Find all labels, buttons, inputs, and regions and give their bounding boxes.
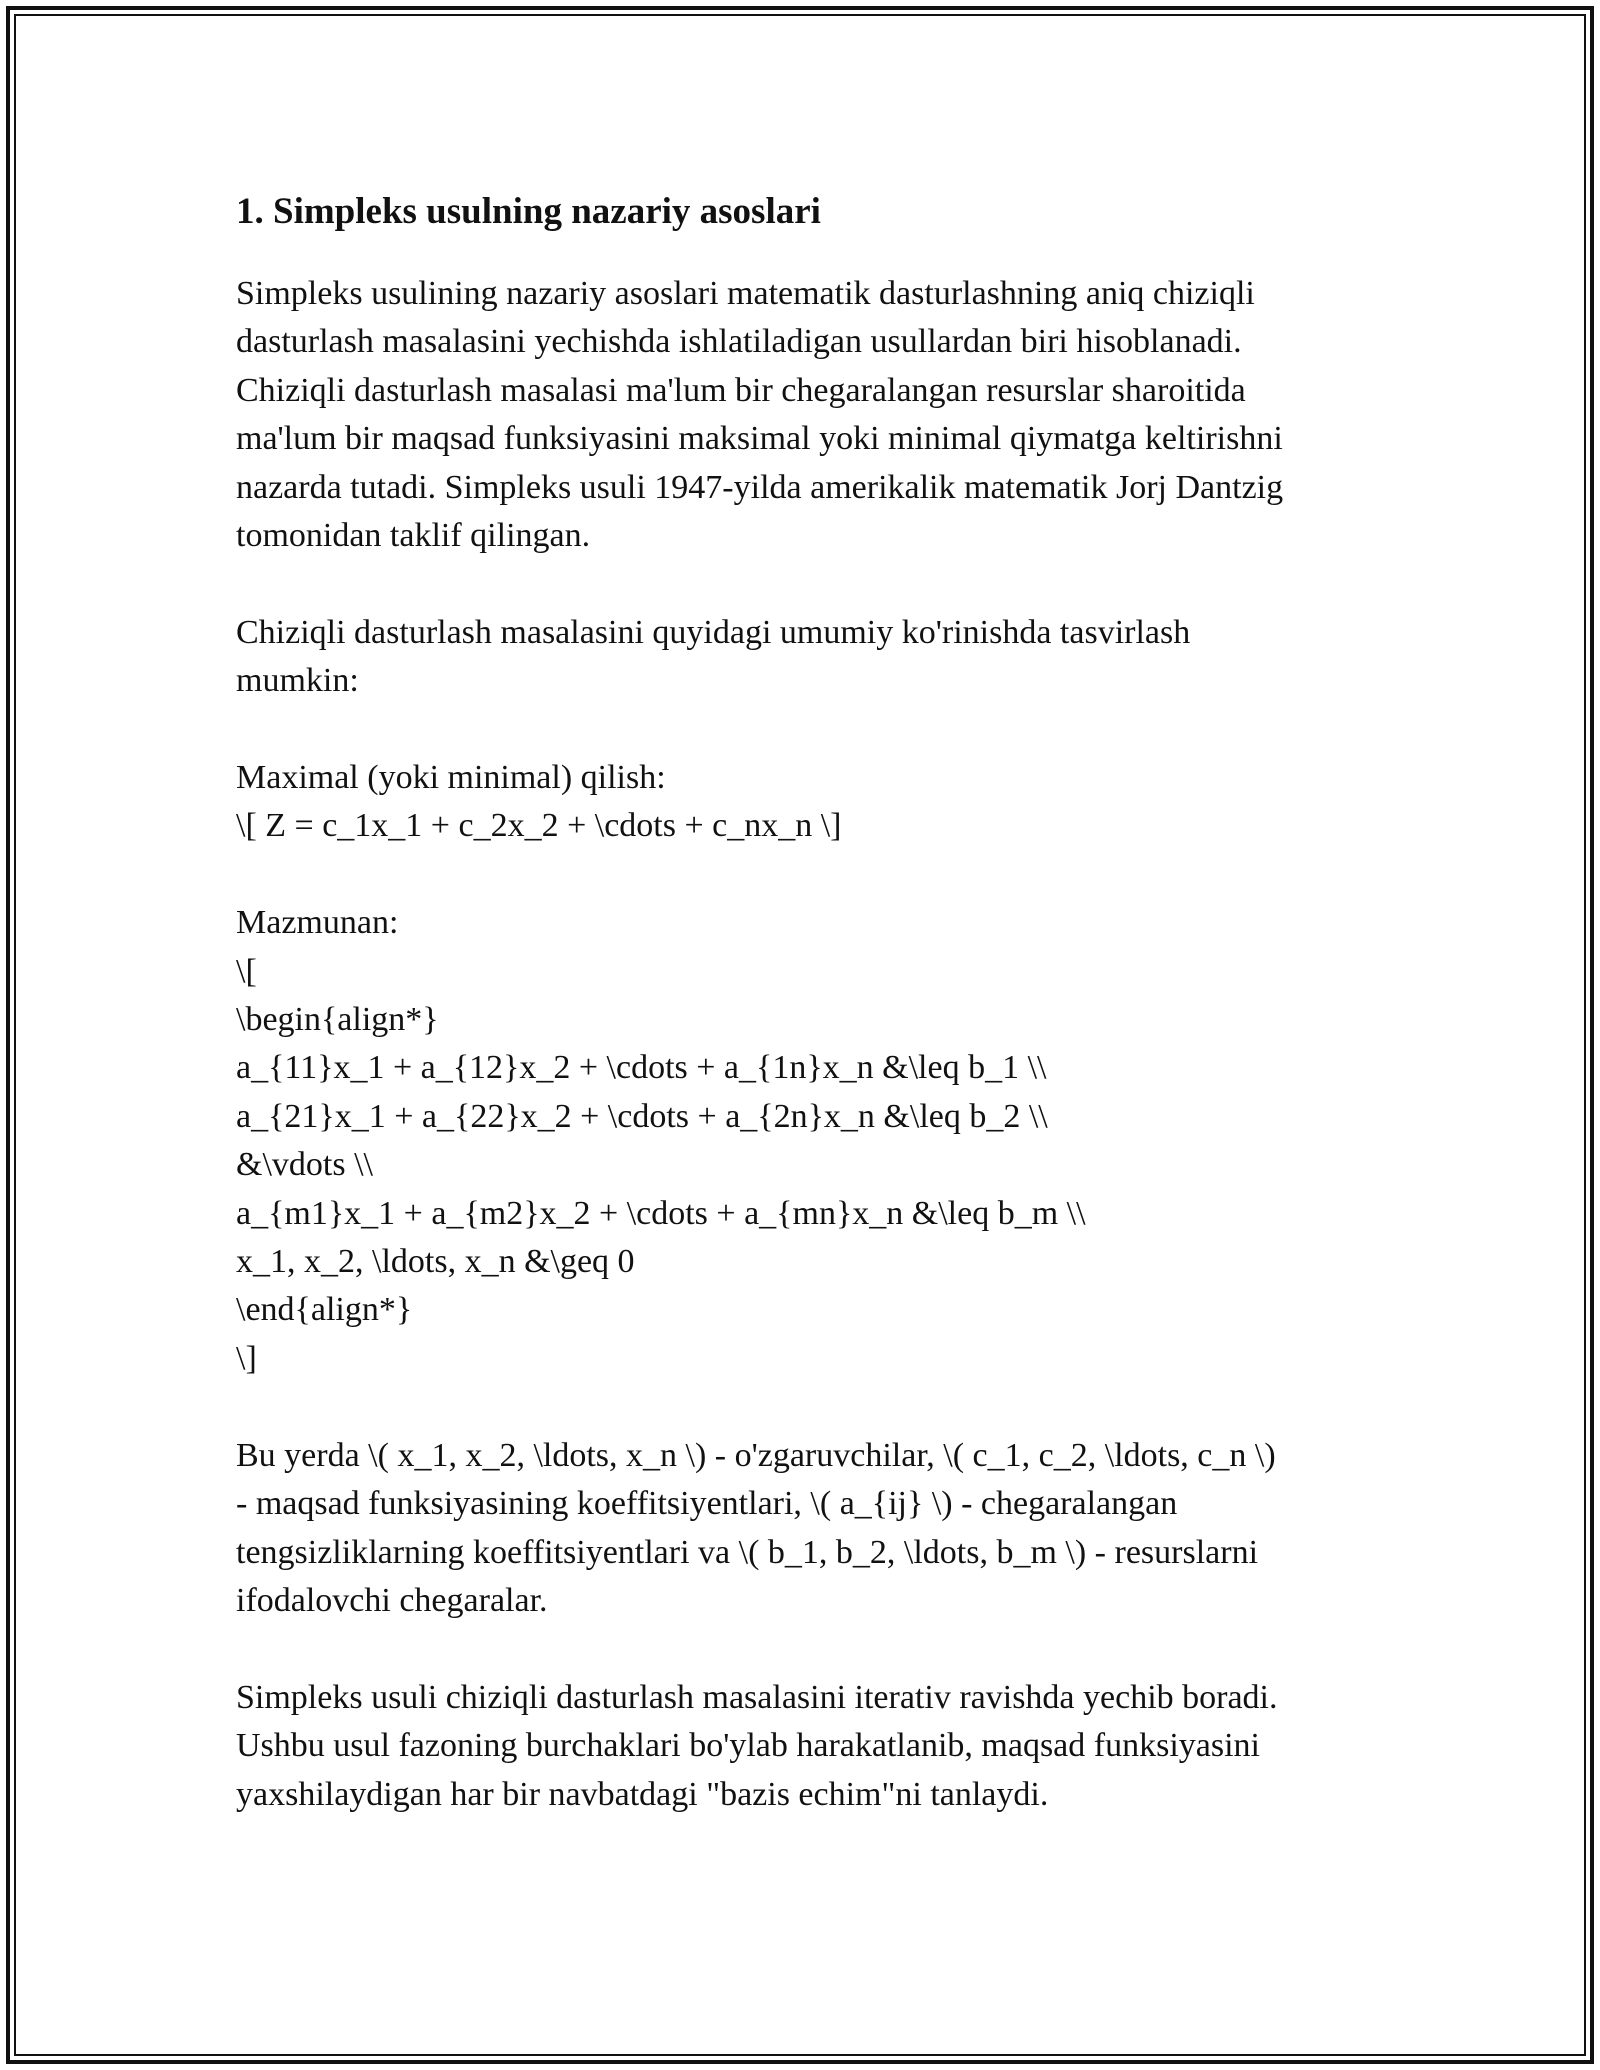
constraints-formula: \[ \begin{align*} a_{11}x_1 + a_{12}x_2 + \cdots + a_{1n}x_n &\leq b_1 \\ a_{21}x_1 + a_{22}x_2 + \cdots + a_{2n}x_n &\leq b_2 \\ &\vdots \\ a_{m1}x_1 + a_{m2}x_2 + \cdots + a_{mn}x_n &\leq b_m \\ x_1, x_2, \ldots, x_n &\geq 0 \end{align*} \] — [236, 952, 1086, 1377]
intro-paragraph: Simpleks usulining nazariy asoslari matematik dasturlashning aniq chiziqli dasturlash masalasini yechishda ishlatiladigan usullardan biri hisoblanadi. Chiziqli dasturlash masalasi ma'lum bir chegaralangan resurslar sharoitida ma'lum bir maqsad funksiyasini maksimal yoki minimal qiymatga keltirishni nazarda tutadi. Simpleks usuli 1947-yilda amerikalik matematik Jorj Dantzig tomonidan taklif qilingan. — [236, 275, 1284, 555]
paragraph-gap — [236, 560, 1396, 608]
constraints-label: Mazmunan: — [236, 904, 399, 942]
paragraph-gap — [236, 1383, 1396, 1431]
paragraph-gap — [236, 1625, 1396, 1673]
objective-label: Maximal (yoki minimal) qilish: — [236, 759, 666, 797]
document-body — [236, 186, 1396, 1819]
general-form-paragraph: Chiziqli dasturlash masalasini quyidagi umumiy ko'rinishda tasvirlash mumkin: — [236, 613, 1191, 700]
method-summary-paragraph: Simpleks usuli chiziqli dasturlash masalasini iterativ ravishda yechib boradi. Ushbu usul fazoning burchaklari bo'ylab harakatlanib, maqsad funksiyasini yaxshilaydigan har bir navbatdagi "bazis echim"ni tanlaydi. — [236, 1678, 1278, 1813]
section-title: 1. Simpleks usulning nazariy asoslari — [236, 191, 821, 232]
paragraph-gap — [236, 706, 1396, 754]
objective-formula: \[ Z = c_1x_1 + c_2x_2 + \cdots + c_nx_n \] — [236, 807, 842, 845]
paragraph-gap — [236, 851, 1396, 899]
variables-explanation-paragraph: Bu yerda \( x_1, x_2, \ldots, x_n \) - o'zgaruvchilar, \( c_1, c_2, \ldots, c_n \) - maqsad funksiyasining koeffitsiyentlari, \( a_{ij} \) - chegaralangan tengsizliklarning koeffitsiyentlari va \( b_1, b_2, \ldots, b_m \) - resurslarni ifodalovchi chegaralar. — [236, 1436, 1276, 1619]
